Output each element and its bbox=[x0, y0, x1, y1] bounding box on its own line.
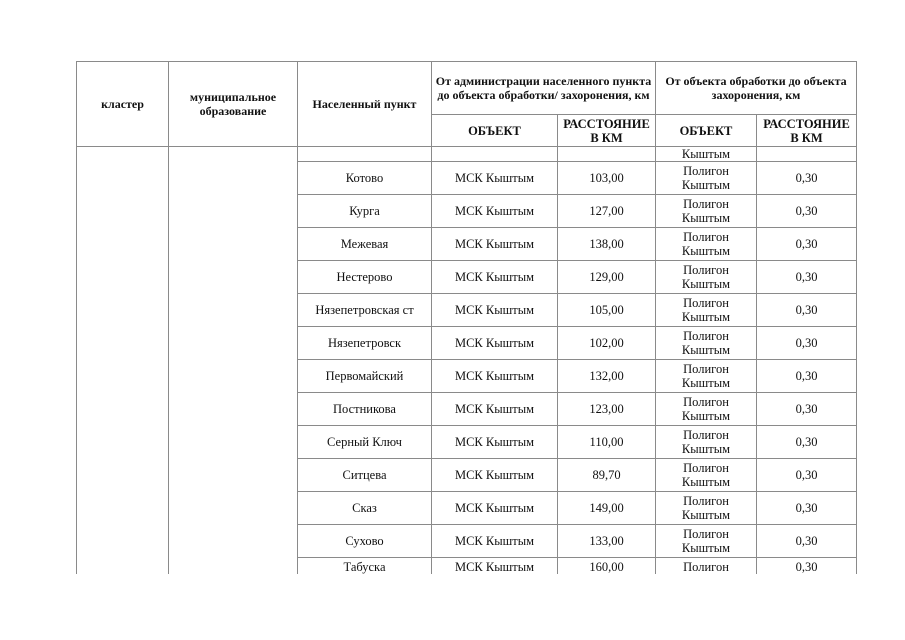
distance-2-cell: 0,30 bbox=[757, 525, 857, 558]
settlement-cell: Нязепетровск bbox=[298, 327, 432, 360]
object-2-cell bbox=[656, 360, 757, 393]
settlement-cell: Первомайский bbox=[298, 360, 432, 393]
distance-1-cell: 102,00 bbox=[558, 327, 656, 360]
header-group-admin-to-processing: От администрации населенного пункта до объекта обработки/ захоронения, км bbox=[432, 62, 656, 115]
object-1-cell: МСК Кыштым bbox=[432, 327, 558, 360]
header-distance-2: РАССТОЯНИЕ В КМ bbox=[757, 115, 857, 147]
object-1-cell: МСК Кыштым bbox=[432, 294, 558, 327]
distance-2-cell: 0,30 bbox=[757, 327, 857, 360]
header-settlement: Населенный пункт bbox=[298, 62, 432, 147]
object-1-cell: МСК Кыштым bbox=[432, 426, 558, 459]
object-2-line-2: Кыштым bbox=[681, 178, 731, 192]
settlement-cell: Постникова bbox=[298, 393, 432, 426]
distance-1-cell: 129,00 bbox=[558, 261, 656, 294]
object-1-cell: МСК Кыштым bbox=[432, 195, 558, 228]
municipality-cell bbox=[169, 147, 298, 575]
object-2-line-2: Кыштым bbox=[681, 541, 731, 555]
object-2-cell bbox=[656, 162, 757, 195]
distance-2-cell: 0,30 bbox=[757, 294, 857, 327]
settlement-cell: Серный Ключ bbox=[298, 426, 432, 459]
distance-2-cell: 0,30 bbox=[757, 459, 857, 492]
distance-2-cell: 0,30 bbox=[757, 162, 857, 195]
object-2-line-1: Полигон bbox=[683, 560, 729, 574]
distance-1-cell: 103,00 bbox=[558, 162, 656, 195]
object-2-cell bbox=[656, 393, 757, 426]
object-2-line-1: Полигон bbox=[683, 461, 729, 475]
fragment-object-2: Кыштым bbox=[656, 147, 757, 162]
distance-1-cell: 127,00 bbox=[558, 195, 656, 228]
object-1-cell: МСК Кыштым bbox=[432, 459, 558, 492]
header-group-processing-to-disposal: От объекта обработки до объекта захоронения, км bbox=[656, 62, 857, 115]
object-2-cell bbox=[656, 294, 757, 327]
settlement-cell: Нестерово bbox=[298, 261, 432, 294]
distance-2-cell: 0,30 bbox=[757, 195, 857, 228]
object-2-cell bbox=[656, 327, 757, 360]
object-2-line-2: Кыштым bbox=[681, 475, 731, 489]
object-1-cell: МСК Кыштым bbox=[432, 162, 558, 195]
settlement-cell: Курга bbox=[298, 195, 432, 228]
object-2-line-1: Полигон bbox=[683, 296, 729, 310]
header-object-1: ОБЪЕКТ bbox=[432, 115, 558, 147]
object-2-line-2: Кыштым bbox=[681, 343, 731, 357]
object-2-line-1: Полигон bbox=[683, 263, 729, 277]
object-1-cell: МСК Кыштым bbox=[432, 492, 558, 525]
header-cluster: кластер bbox=[77, 62, 169, 147]
object-2-line-2: Кыштым bbox=[681, 409, 731, 423]
distance-2-cell: 0,30 bbox=[757, 393, 857, 426]
fragment-object-1 bbox=[432, 147, 558, 162]
object-2-line-1: Полигон bbox=[683, 395, 729, 409]
object-2-line-1: Полигон bbox=[683, 230, 729, 244]
header-municipality: муниципальное образование bbox=[169, 62, 298, 147]
object-2-cell bbox=[656, 492, 757, 525]
distance-2-cell: 0,30 bbox=[757, 492, 857, 525]
distance-1-cell: 133,00 bbox=[558, 525, 656, 558]
distance-1-cell: 132,00 bbox=[558, 360, 656, 393]
header-distance-1: РАССТОЯНИЕ В КМ bbox=[558, 115, 656, 147]
object-1-cell: МСК Кыштым bbox=[432, 360, 558, 393]
distance-1-cell: 138,00 bbox=[558, 228, 656, 261]
object-2-line-2: Кыштым bbox=[681, 442, 731, 456]
object-2-cell bbox=[656, 459, 757, 492]
object-2-line-2: Кыштым bbox=[681, 310, 731, 324]
distance-1-cell: 105,00 bbox=[558, 294, 656, 327]
distance-2-cell: 0,30 bbox=[757, 426, 857, 459]
settlement-cell: Нязепетровская ст bbox=[298, 294, 432, 327]
object-2-cell bbox=[656, 261, 757, 294]
distance-2-cell: 0,30 bbox=[757, 228, 857, 261]
settlement-cell: Ситцева bbox=[298, 459, 432, 492]
object-2-line-2: Кыштым bbox=[681, 211, 731, 225]
header-object-2: ОБЪЕКТ bbox=[656, 115, 757, 147]
distance-2-cell: 0,30 bbox=[757, 261, 857, 294]
object-2-line-1: Полигон bbox=[683, 362, 729, 376]
distance-2-cell: 0,30 bbox=[757, 558, 857, 575]
object-2-line-1: Полигон bbox=[683, 527, 729, 541]
object-1-cell: МСК Кыштым bbox=[432, 228, 558, 261]
settlement-cell: Межевая bbox=[298, 228, 432, 261]
distance-1-cell: 89,70 bbox=[558, 459, 656, 492]
object-2-cell bbox=[656, 558, 757, 575]
object-1-cell: МСК Кыштым bbox=[432, 525, 558, 558]
object-2-line-1: Полигон bbox=[683, 494, 729, 508]
object-1-cell: МСК Кыштым bbox=[432, 558, 558, 575]
object-2-cell bbox=[656, 195, 757, 228]
settlement-cell: Котово bbox=[298, 162, 432, 195]
object-2-cell bbox=[656, 426, 757, 459]
fragment-distance-2 bbox=[757, 147, 857, 162]
object-2-line-1: Полигон bbox=[683, 164, 729, 178]
object-2-line-1: Полигон bbox=[683, 329, 729, 343]
object-1-cell: МСК Кыштым bbox=[432, 393, 558, 426]
settlement-cell: Табуска bbox=[298, 558, 432, 575]
object-2-line-2: Кыштым bbox=[681, 376, 731, 390]
object-2-line-2: Кыштым bbox=[681, 244, 731, 258]
distance-1-cell: 160,00 bbox=[558, 558, 656, 575]
object-2-line-1: Полигон bbox=[683, 197, 729, 211]
object-2-line-2: Кыштым bbox=[681, 277, 731, 291]
cluster-cell bbox=[77, 147, 169, 575]
distance-table bbox=[76, 61, 857, 574]
fragment-distance-1 bbox=[558, 147, 656, 162]
header-row-1 bbox=[77, 62, 857, 115]
distance-2-cell: 0,30 bbox=[757, 360, 857, 393]
distance-1-cell: 110,00 bbox=[558, 426, 656, 459]
distance-1-cell: 123,00 bbox=[558, 393, 656, 426]
object-2-line-1: Полигон bbox=[683, 428, 729, 442]
object-2-cell bbox=[656, 525, 757, 558]
settlement-cell: Сказ bbox=[298, 492, 432, 525]
object-1-cell: МСК Кыштым bbox=[432, 261, 558, 294]
distance-1-cell: 149,00 bbox=[558, 492, 656, 525]
fragment-row bbox=[77, 147, 857, 162]
fragment-settlement bbox=[298, 147, 432, 162]
object-2-line-2: Кыштым bbox=[681, 508, 731, 522]
settlement-cell: Сухово bbox=[298, 525, 432, 558]
object-2-cell bbox=[656, 228, 757, 261]
